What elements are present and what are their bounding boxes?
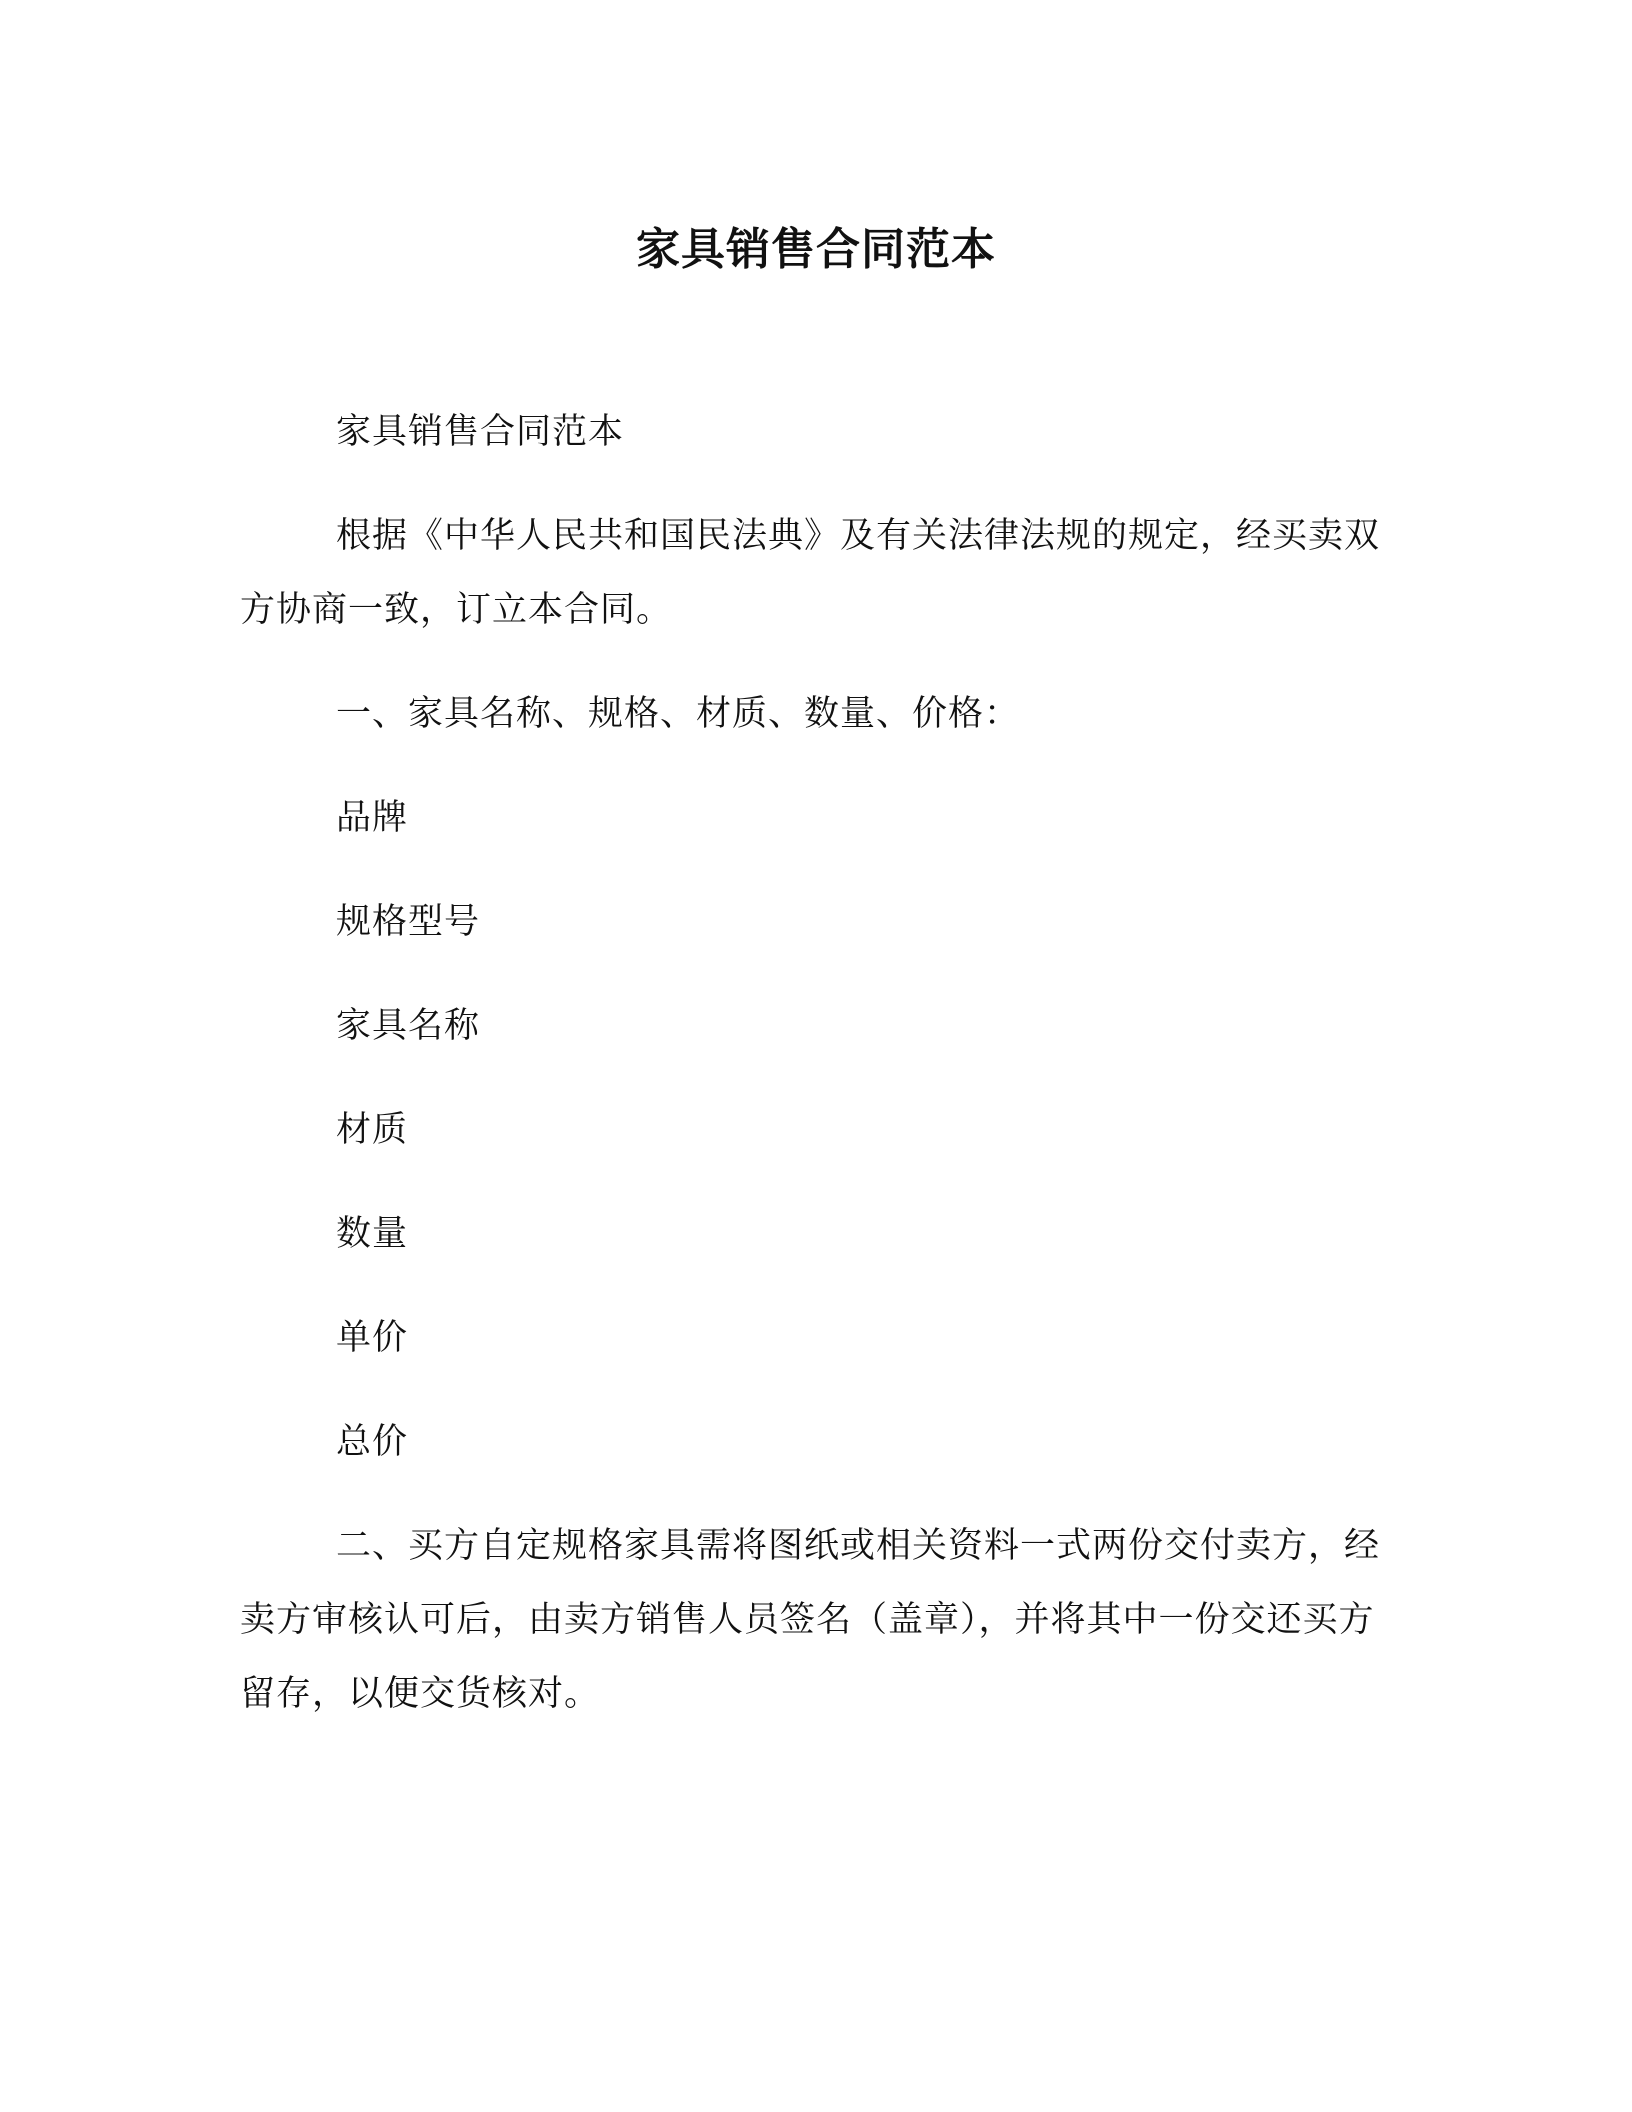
subtitle-paragraph: 家具销售合同范本	[336, 412, 625, 452]
field-model: 规格型号	[336, 902, 481, 942]
field-unit-price: 单价	[336, 1318, 409, 1358]
field-total-price: 总价	[336, 1422, 409, 1462]
intro-paragraph: 根据《中华人民共和国民法典》及有关法律法规的规定，经买卖双方协商一致，订立本合同。	[240, 516, 1381, 630]
document-body	[240, 395, 1390, 1731]
field-furniture-name: 家具名称	[336, 1006, 481, 1046]
field-quantity: 数量	[336, 1214, 409, 1254]
field-material: 材质	[336, 1110, 409, 1150]
field-brand: 品牌	[336, 798, 409, 838]
document-title: 家具销售合同范本	[636, 224, 996, 275]
section-two-paragraph: 二、买方自定规格家具需将图纸或相关资料一式两份交付卖方，经卖方审核认可后，由卖方销售人员签名（盖章），并将其中一份交还买方留存，以便交货核对。	[240, 1526, 1381, 1714]
section-one-heading: 一、家具名称、规格、材质、数量、价格：	[336, 694, 1021, 734]
